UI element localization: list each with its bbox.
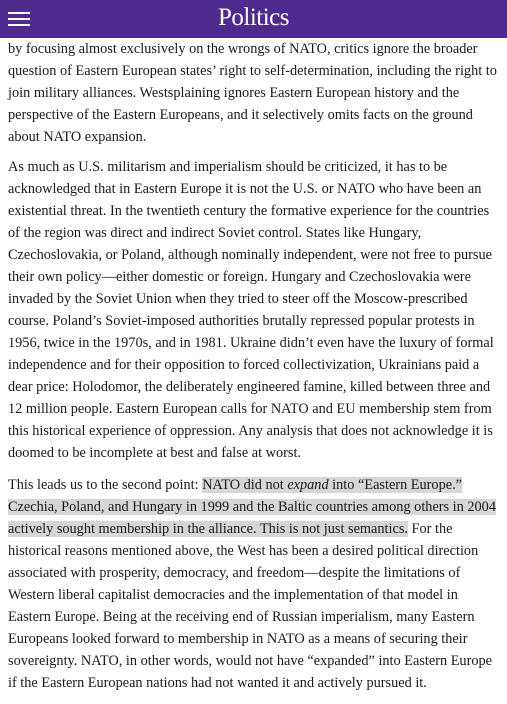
article-paragraph: As much as U.S. militarism and imperialism should be criticized, it has to be acknowledged that in Eastern Europe it is not the U.S. or NATO who have been an existential threat. In the twentieth century the formative experience for the countries of the region was direct and indirect Soviet control. States like Hungary, Czechoslovakia, or Poland, although nominally independent, were not free to pursue their own policy—either domestic or foreign. Hungary and Czechoslovakia were invaded by the Soviet Union when they tried to steer off the Moscow-prescribed course. Poland’s Soviet-imposed authorities brutally repressed popular protests in 1956, twice in the 1970s, and in 1981. Ukraine didn’t even have the luxury of formal independence and for their opposition to forced collectivization, Ukrainians paid a dear price: Holodomor, the deliberately engineered famine, killed between three and 12 million people. Eastern European calls for NATO and EU membership stem from this historical experience of oppression. Any analysis that does not acknowledge it is doomed to be incomplete at best and false at worst. [8, 159, 494, 461]
article-paragraph [8, 474, 500, 694]
paragraph-rest: For the historical reasons mentioned above, the West has been a desired political direction associated with prosperity, democracy, and freedom—despite the limitations of Western liberal capitalist democracies and the implementation of that model in Eastern Europe. Being at the receiving end of Russian imperialism, many Eastern Europeans looked forward to membership in NATO as a means of securing their sovereignty. NATO, in other words, would not have “expanded” into Eastern Europe if the Eastern European nations had not wanted it and actively pursued it. [8, 521, 492, 691]
paragraph-lead: This leads us to the second point: [8, 477, 203, 493]
emphasized-word: expand [287, 477, 329, 493]
article-paragraph: by focusing almost exclusively on the wrongs of NATO, critics ignore the broader question of Eastern European states’ right to self-determination, including the right to join military alliances. Westsplaining ignores Eastern European history and the perspective of the Eastern Europeans, and it selectively omits facts on the ground about NATO expansion. [8, 41, 497, 145]
top-navigation-bar [0, 0, 507, 38]
highlight-text-part: into “Eastern Europe.” Czechia, Poland, and Hungary in 1999 and the Baltic countries among others in 2004 actively sought membership in the alliance. This is not just semantics. [8, 477, 496, 537]
site-logo[interactable]: Politics [217, 4, 289, 31]
highlight-text-part: NATO did not [202, 477, 288, 493]
